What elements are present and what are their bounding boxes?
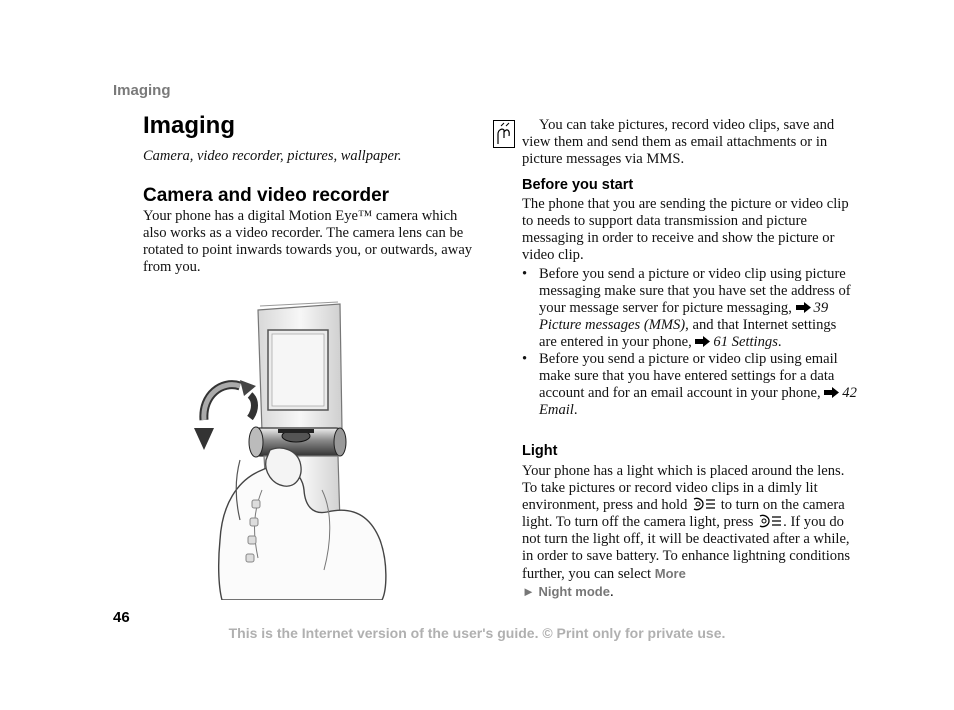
- arrow-icon: [796, 302, 811, 313]
- list-item: • Before you send a picture or video clip using email make sure that you have entered settings for a data account and for an email account in your phone, 42 Email.: [522, 351, 857, 418]
- running-header: Imaging: [113, 82, 171, 99]
- footer-notice: This is the Internet version of the user's guide. © Print only for private use.: [228, 625, 726, 641]
- page-number: 46: [113, 609, 130, 626]
- before-heading: Before you start: [522, 177, 634, 193]
- bullet-list: [522, 266, 857, 419]
- light-heading: Light: [522, 443, 558, 459]
- xref-link[interactable]: 39 Picture messages (MMS): [539, 300, 829, 333]
- arrow-icon: [824, 387, 839, 398]
- before-body: The phone that you are sending the picture or video clip to needs to support data transmission and picture messaging in order to receive and show the picture or video clip.: [522, 196, 849, 263]
- menu-night-mode: ► Night mode: [522, 584, 610, 599]
- xref-link[interactable]: 42 Email: [539, 385, 857, 418]
- xref-link[interactable]: 61 Settings: [713, 334, 778, 350]
- arrow-icon: [695, 336, 710, 347]
- section-title: Camera and video recorder: [143, 185, 390, 206]
- page-title: Imaging: [143, 112, 236, 139]
- note-icon: [493, 120, 515, 148]
- page-subtitle: Camera, video recorder, pictures, wallpaper.: [143, 148, 402, 164]
- menu-more: More: [654, 566, 686, 581]
- list-item: • Before you send a picture or video clip using picture messaging make sure that you have set the address of your message server for picture messaging, 39 Picture messages (MMS), and that Internet settings are entered in your phone, 61 Settings.: [522, 266, 851, 350]
- light-key-icon: [691, 497, 717, 511]
- intro-note: You can take pictures, record video clips, save and view them and send them as email attachments or in picture messages via MMS.: [522, 117, 835, 167]
- light-key-icon: [757, 514, 783, 528]
- section-body: Your phone has a digital Motion Eye™ camera which also works as a video recorder. The camera lens can be rotated to point inwards towards you, or outwards, away from you.: [143, 208, 473, 275]
- light-body: Your phone has a light which is placed around the lens. To take pictures or record video clips in a dimly lit environment, press and hold to turn on the camera light. To turn off the camera light, press . If you do not turn the light off, it will be deactivated after a while, in order to save battery. To enhance lightning conditions further, you can select More ► Night mode.: [522, 463, 851, 600]
- phone-camera-illustration: [192, 300, 392, 600]
